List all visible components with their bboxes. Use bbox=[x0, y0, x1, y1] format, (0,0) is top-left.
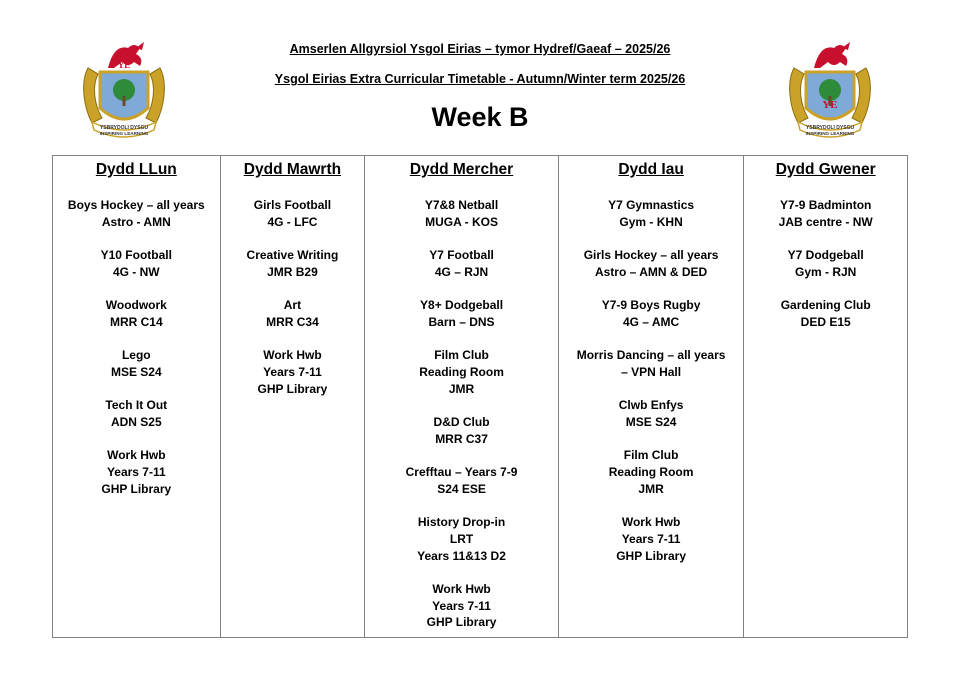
activity-entry bbox=[365, 197, 558, 230]
activity-line2: Astro – AMN & DED bbox=[594, 264, 708, 279]
activity-entry bbox=[365, 247, 558, 280]
activity-entry bbox=[53, 447, 220, 497]
activity-line1: Y8+ Dodgeball bbox=[420, 298, 504, 313]
activity-line2: MSE S24 bbox=[625, 415, 677, 430]
activity-line2: MRR C14 bbox=[109, 314, 163, 329]
activity-entry bbox=[559, 347, 744, 380]
activity-line1: Work Hwb bbox=[621, 515, 681, 530]
activity-entry bbox=[744, 297, 907, 330]
activity-line1: Work Hwb bbox=[263, 348, 322, 363]
day-title: Dydd Mawrth bbox=[243, 161, 342, 178]
activity-entry bbox=[221, 347, 365, 397]
svg-text:YSBRYDOLI DYSGU: YSBRYDOLI DYSGU bbox=[805, 125, 855, 131]
activity-line1: Art bbox=[283, 298, 302, 313]
activity-line2: Gym - KHN bbox=[619, 214, 683, 229]
activity-entry bbox=[365, 297, 558, 330]
activity-line2: ADN S25 bbox=[110, 415, 162, 430]
day-title: Dydd Gwener bbox=[775, 161, 876, 178]
activity-line1: Clwb Enfys bbox=[618, 398, 684, 413]
activity-line1: Woodwork bbox=[105, 298, 167, 313]
activity-line1: Y10 Football bbox=[100, 248, 172, 263]
activity-entry bbox=[365, 514, 558, 564]
activity-line2: MRR C34 bbox=[266, 314, 319, 329]
activity-entry bbox=[53, 297, 220, 330]
activity-line1: Film Club bbox=[623, 448, 679, 463]
activity-line2: Years 7-11 bbox=[263, 364, 322, 379]
day-column bbox=[559, 156, 745, 637]
activity-line2: Reading Room bbox=[419, 364, 504, 379]
activity-entry bbox=[53, 347, 220, 380]
title-welsh: Amserlen Allgyrsiol Ysgol Eirias – tymor Hydref/Gaeaf – 2025/26 bbox=[289, 42, 671, 56]
activity-line2: MSE S24 bbox=[110, 364, 162, 379]
activity-line1: Y7 Gymnastics bbox=[608, 198, 695, 212]
activity-line1: Gardening Club bbox=[780, 298, 871, 313]
activity-entry bbox=[53, 247, 220, 280]
activity-line2: Years 7-11 bbox=[621, 531, 681, 546]
week-label: Week B bbox=[431, 102, 529, 132]
activity-line1: Girls Football bbox=[253, 198, 332, 212]
activity-line1: Girls Hockey – all years bbox=[583, 248, 719, 263]
activity-line1: Lego bbox=[121, 348, 151, 363]
activity-line2: 4G – AMC bbox=[622, 314, 680, 329]
activity-line2: 4G - NW bbox=[112, 264, 160, 279]
activity-line2: – VPN Hall bbox=[621, 364, 682, 379]
activity-entry bbox=[365, 347, 558, 397]
activity-line2: MUGA - KOS bbox=[425, 214, 498, 229]
activity-entry bbox=[559, 247, 744, 280]
activity-line1: Tech It Out bbox=[105, 398, 168, 413]
activity-line1: Y7 Dodgeball bbox=[787, 248, 864, 263]
activity-line2: Years 7-11 bbox=[432, 598, 491, 613]
activity-line1: Work Hwb bbox=[107, 448, 166, 463]
activity-line2: Gym - RJN bbox=[795, 264, 857, 279]
activity-line2: LRT bbox=[449, 531, 474, 546]
svg-text:INSPIRING LEARNING: INSPIRING LEARNING bbox=[805, 131, 855, 136]
activity-entry bbox=[365, 414, 558, 447]
activity-line2: Reading Room bbox=[608, 465, 694, 480]
activity-line2: JAB centre - NW bbox=[778, 214, 873, 229]
activity-entry bbox=[559, 447, 744, 497]
svg-text:INSPIRING LEARNING: INSPIRING LEARNING bbox=[99, 131, 149, 136]
activity-line3: GHP Library bbox=[257, 381, 328, 396]
day-column bbox=[365, 156, 559, 637]
activity-entry bbox=[365, 581, 558, 631]
activity-line2: JMR B29 bbox=[267, 264, 318, 279]
svg-text:YE: YE bbox=[822, 99, 838, 111]
activity-line3: Years 11&13 D2 bbox=[417, 548, 506, 563]
svg-text:YSBRYDOLI DYSGU: YSBRYDOLI DYSGU bbox=[99, 125, 149, 131]
day-title: Dydd Iau bbox=[618, 161, 684, 178]
activity-entry bbox=[744, 247, 907, 280]
activity-line2: MRR C37 bbox=[435, 431, 488, 446]
activity-line3: JMR bbox=[448, 381, 475, 396]
activity-line1: Y7&8 Netball bbox=[424, 198, 499, 212]
activity-entry bbox=[221, 297, 365, 330]
activity-line1: Y7 Football bbox=[429, 248, 494, 263]
activity-entry bbox=[53, 197, 220, 230]
day-column bbox=[53, 156, 221, 637]
activity-line1: Crefftau – Years 7-9 bbox=[405, 465, 518, 480]
activity-line2: S24 ESE bbox=[437, 481, 486, 496]
activity-line1: Film Club bbox=[434, 348, 489, 363]
activity-line1: Morris Dancing – all years bbox=[576, 348, 726, 363]
svg-text:YE: YE bbox=[117, 60, 131, 70]
activity-line2: DED E15 bbox=[800, 314, 851, 329]
activity-line1: History Drop-in bbox=[417, 515, 506, 530]
activity-line1: Boys Hockey – all years bbox=[67, 198, 205, 212]
activity-entry bbox=[559, 197, 744, 230]
activity-line3: GHP Library bbox=[101, 481, 172, 496]
activity-entry bbox=[221, 197, 365, 230]
activity-line1: Y7-9 Badminton bbox=[780, 198, 872, 212]
activity-line2: 4G - LFC bbox=[267, 214, 318, 229]
activity-line3: GHP Library bbox=[426, 615, 497, 630]
activity-line1: D&D Club bbox=[433, 415, 490, 430]
day-column bbox=[221, 156, 366, 637]
activity-line1: Y7-9 Boys Rugby bbox=[601, 298, 701, 313]
activity-entry bbox=[559, 514, 744, 564]
title-english: Ysgol Eirias Extra Curricular Timetable - Autumn/Winter term 2025/26 bbox=[274, 72, 686, 86]
activity-line3: JMR bbox=[638, 481, 664, 496]
activity-entry bbox=[744, 197, 907, 230]
activity-entry bbox=[559, 297, 744, 330]
activity-line3: GHP Library bbox=[616, 548, 686, 563]
day-column bbox=[744, 156, 907, 637]
activity-entry bbox=[221, 247, 365, 280]
activity-line2: Astro - AMN bbox=[101, 214, 171, 229]
timetable-grid bbox=[52, 155, 908, 638]
activity-line1: Work Hwb bbox=[432, 582, 491, 597]
day-title: Dydd Mercher bbox=[409, 161, 514, 178]
day-title: Dydd LLun bbox=[95, 161, 177, 178]
activity-line2: 4G – RJN bbox=[434, 264, 489, 279]
activity-entry bbox=[559, 397, 744, 430]
activity-line1: Creative Writing bbox=[246, 248, 339, 263]
activity-line2: Barn – DNS bbox=[428, 314, 495, 329]
activity-entry bbox=[53, 397, 220, 430]
activity-entry bbox=[365, 464, 558, 497]
activity-line2: Years 7-11 bbox=[106, 465, 166, 480]
